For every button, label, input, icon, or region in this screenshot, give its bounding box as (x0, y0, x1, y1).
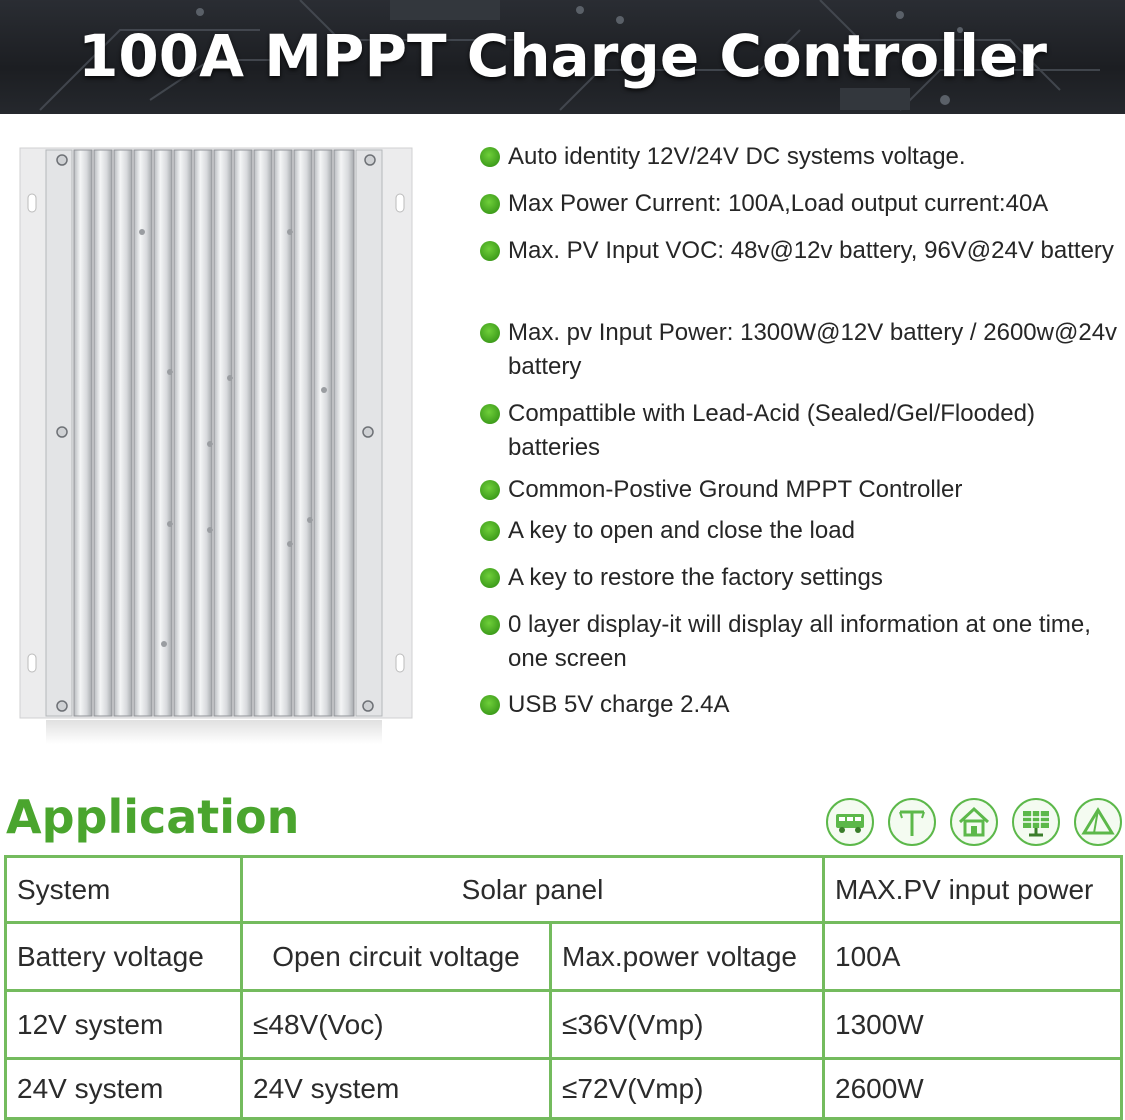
table-header-row (6, 857, 1122, 923)
green-bullet-icon (480, 241, 500, 261)
feature-item: USB 5V charge 2.4A (478, 688, 1123, 722)
green-bullet-icon (480, 194, 500, 214)
feature-item: Common-Postive Ground MPPT Controller (478, 473, 1123, 507)
green-bullet-icon (480, 615, 500, 635)
cell-power: 2600W (824, 1059, 1122, 1119)
cell-power: 1300W (824, 991, 1122, 1059)
application-icons (826, 798, 1122, 852)
feature-item: A key to open and close the load (478, 514, 1123, 548)
spec-table (4, 855, 1123, 1120)
green-bullet-icon (480, 323, 500, 343)
header-open-circuit: Open circuit voltage (242, 923, 551, 991)
feature-item: Compattible with Lead-Acid (Sealed/Gel/Flooded) batteries (478, 397, 1123, 465)
green-bullet-icon (480, 404, 500, 424)
feature-item: Max Power Current: 100A,Load output current:40A (478, 187, 1123, 221)
header-banner (0, 0, 1125, 114)
house-icon (950, 798, 998, 846)
header-system: System (6, 857, 242, 923)
feature-item: Auto identity 12V/24V DC systems voltage. (478, 140, 1123, 174)
feature-item: 0 layer display-it will display all information at one time, one screen (478, 608, 1123, 676)
cell-vmp: ≤72V(Vmp) (551, 1059, 824, 1119)
table-header-row (6, 923, 1122, 991)
feature-item: Max. PV Input VOC: 48v@12v battery, 96V@24V battery (478, 234, 1123, 268)
feature-item: Max. pv Input Power: 1300W@12V battery / 2600w@24v battery (478, 316, 1123, 384)
rv-icon (826, 798, 874, 846)
cell-voc: ≤48V(Voc) (242, 991, 551, 1059)
header-max-pv: MAX.PV input power (824, 857, 1122, 923)
green-bullet-icon (480, 480, 500, 500)
header-current: 100A (824, 923, 1122, 991)
table-row (6, 991, 1122, 1059)
green-bullet-icon (480, 521, 500, 541)
feature-item: A key to restore the factory settings (478, 561, 1123, 595)
header-solar-panel: Solar panel (242, 857, 824, 923)
cell-vmp: ≤36V(Vmp) (551, 991, 824, 1059)
street-light-icon (888, 798, 936, 846)
tent-icon (1074, 798, 1122, 846)
green-bullet-icon (480, 695, 500, 715)
cell-voc: 24V system (242, 1059, 551, 1119)
application-heading: Application (6, 790, 300, 844)
product-image (18, 146, 414, 746)
green-bullet-icon (480, 568, 500, 588)
page-title: 100A MPPT Charge Controller (78, 22, 1047, 90)
solar-panel-icon (1012, 798, 1060, 846)
header-battery-voltage: Battery voltage (6, 923, 242, 991)
header-max-power-voltage: Max.power voltage (551, 923, 824, 991)
cell-system: 24V system (6, 1059, 242, 1119)
green-bullet-icon (480, 147, 500, 167)
table-row (6, 1059, 1122, 1119)
cell-system: 12V system (6, 991, 242, 1059)
